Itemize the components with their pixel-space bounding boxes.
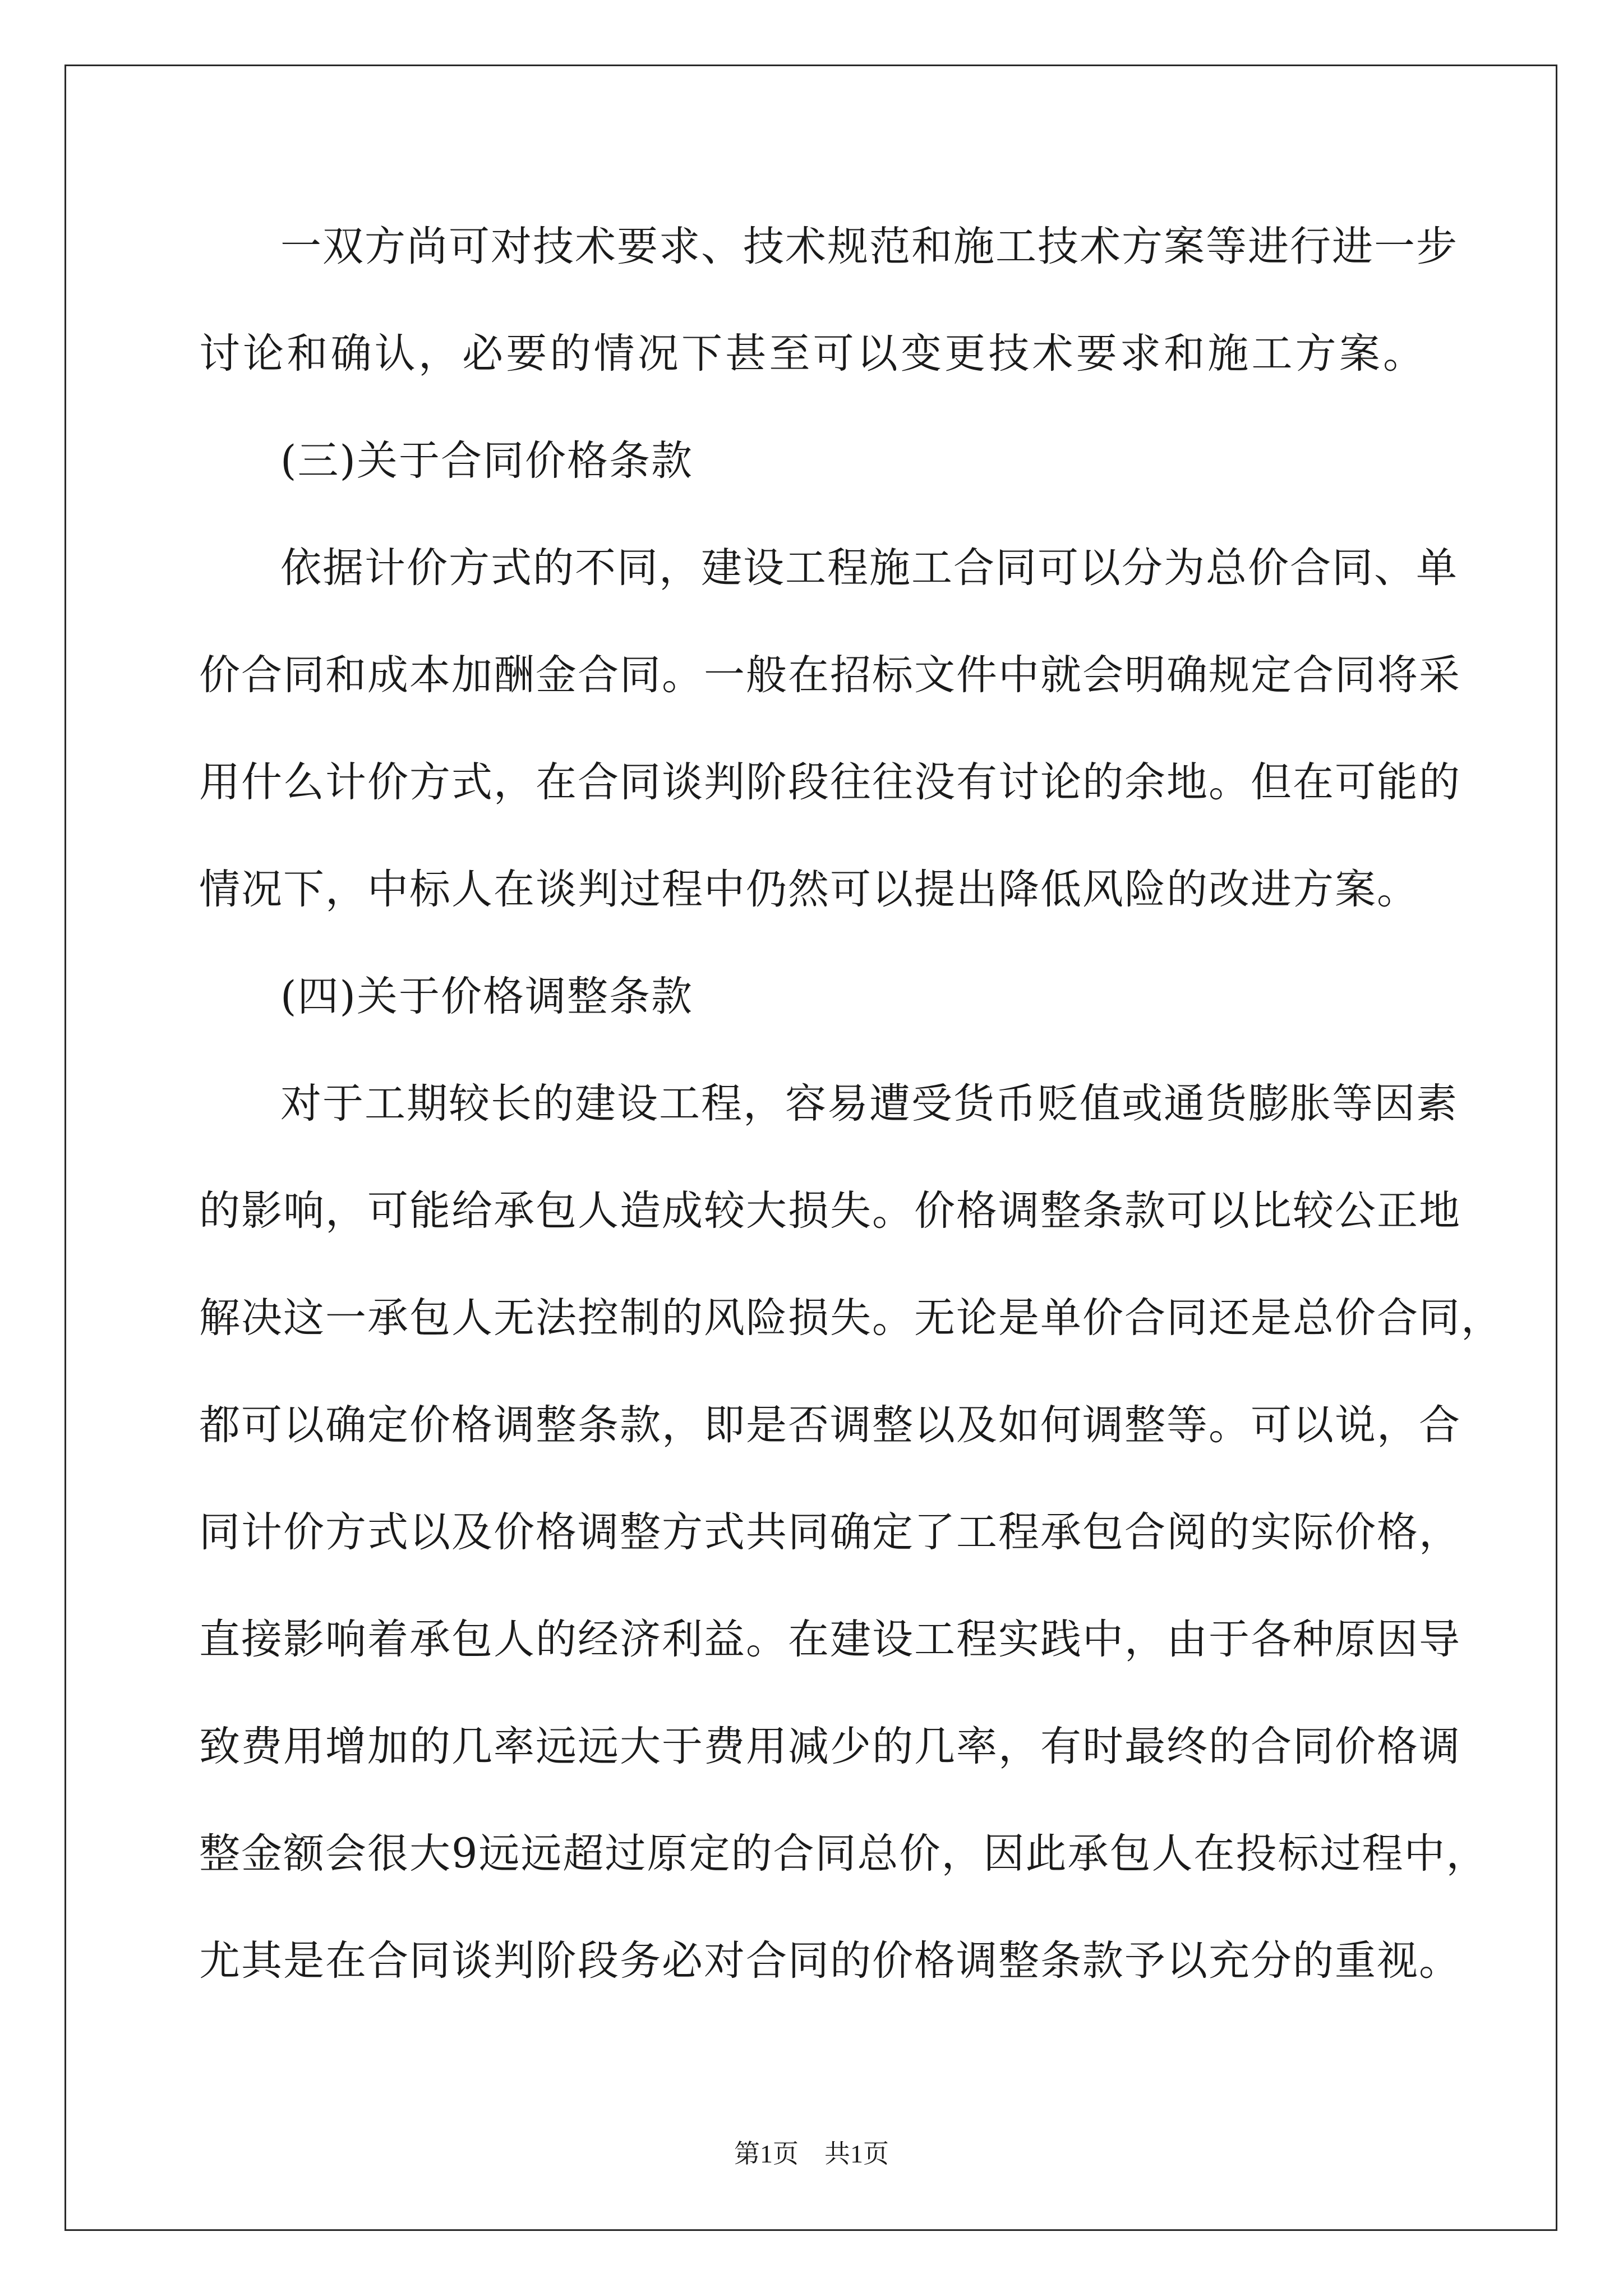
paragraph-line: 情况下，中标人在谈判过程中仍然可以提出降低风险的改进方案。	[199, 866, 1419, 913]
page-number-footer: 第1页 共1页	[734, 2139, 889, 2168]
paragraph-line: 的影响，可能给承包人造成较大损失。价格调整条款可以比较公正地	[199, 1187, 1461, 1235]
paragraph-line: 致费用增加的几率远远大于费用减少的几率，有时最终的合同价格调	[199, 1723, 1461, 1770]
paragraph-line: 对于工期较长的建设工程，容易遭受货币贬值或通货膨胀等因素	[280, 1080, 1458, 1128]
paragraph-line: 整金额会很大9远远超过原定的合同总价，因此承包人在投标过程中，	[199, 1830, 1488, 1878]
paragraph-line: 解决这一承包人无法控制的风险损失。无论是单价合同还是总价合同，	[199, 1294, 1503, 1342]
paragraph-line: 讨论和确认，必要的情况下甚至可以变更技术要求和施工方案。	[199, 330, 1425, 378]
section-heading-contract-price: (三)关于合同价格条款	[280, 437, 693, 485]
paragraph-line: 直接影响着承包人的经济利益。在建设工程实践中，由于各种原因导	[199, 1616, 1461, 1663]
paragraph-line: 都可以确定价格调整条款，即是否调整以及如何调整等。可以说，合	[199, 1401, 1461, 1449]
paragraph-line: 价合同和成本加酬金合同。一般在招标文件中就会明确规定合同将采	[199, 651, 1461, 699]
paragraph-line: 同计价方式以及价格调整方式共同确定了工程承包合阅的实际价格，	[199, 1508, 1461, 1556]
paragraph-line: 尤其是在合同谈判阶段务必对合同的价格调整条款予以充分的重视。	[199, 1937, 1461, 1985]
paragraph-line: 依据计价方式的不同，建设工程施工合同可以分为总价合同、单	[280, 544, 1458, 592]
paragraph-line: 用什么计价方式，在合同谈判阶段往往没有讨论的余地。但在可能的	[199, 758, 1461, 806]
page-border	[64, 65, 1557, 2231]
section-heading-price-adjustment: (四)关于价格调整条款	[280, 973, 693, 1020]
paragraph-line: 一双方尚可对技术要求、技术规范和施工技术方案等进行进一步	[280, 223, 1458, 270]
